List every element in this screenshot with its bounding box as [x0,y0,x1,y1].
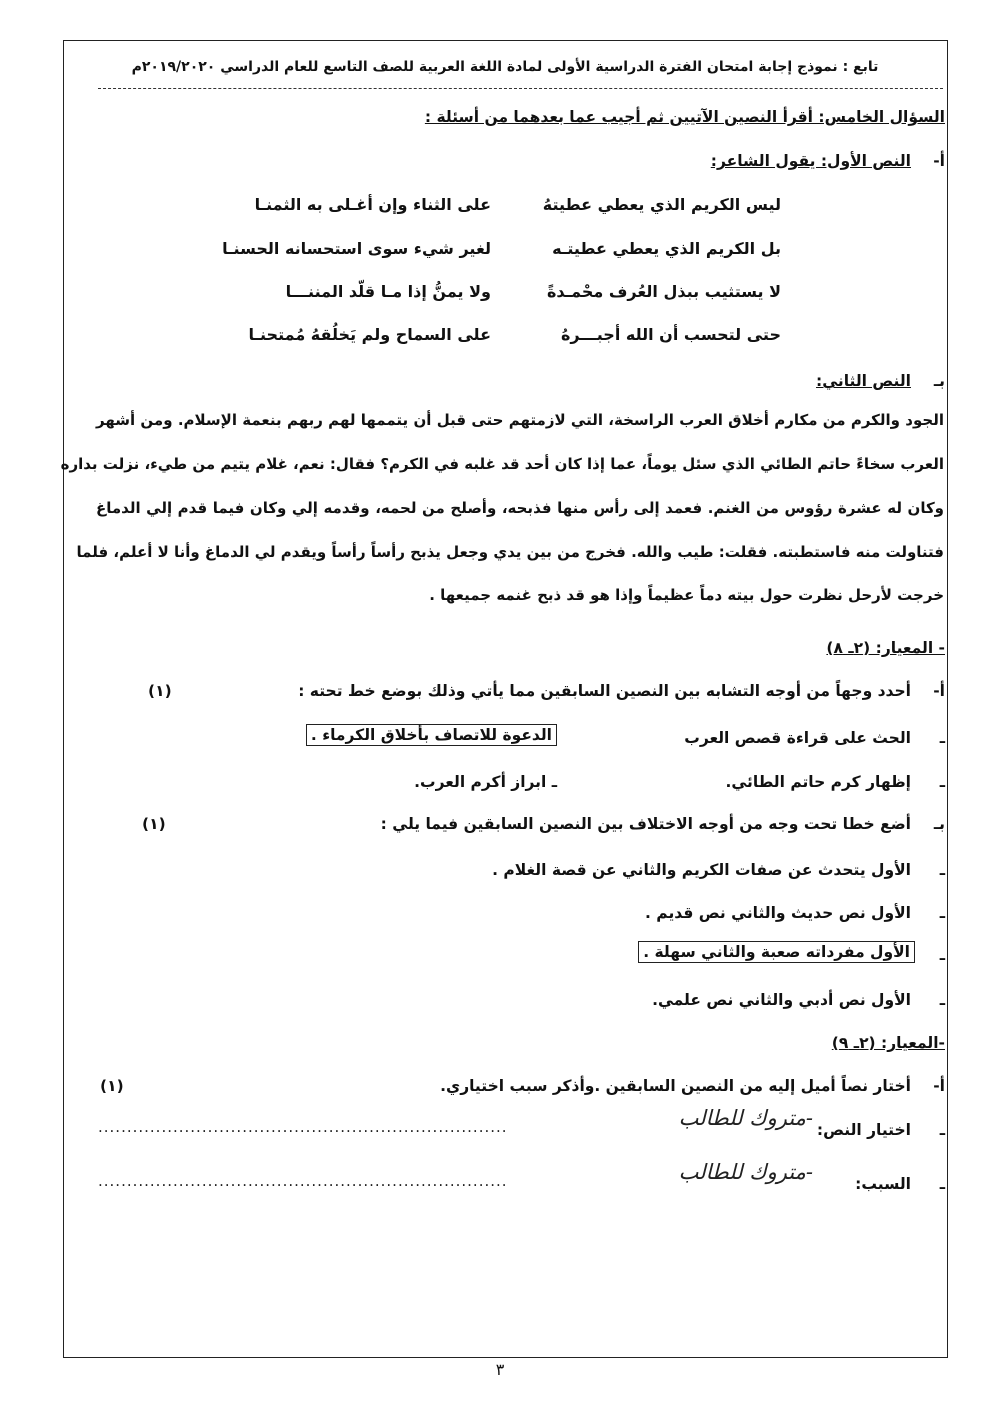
bullet: ـ [939,729,945,747]
choice-label: اختيار النص: [816,1121,911,1139]
choice-dotted-line: ....................................................................... [98,1118,508,1136]
c1b-option-2: الأول نص حديث والثاني نص قديم . [645,904,911,922]
c1b-option-1: الأول يتحدث عن صفات الكريم والثاني عن قصة الغلام . [492,861,911,879]
bullet: ـ [939,904,945,922]
verse-1-left: على الثناء وإن أغـلى به الثمنـا [254,195,491,214]
verse-3-left: ولا يمنُّ إذا مـا قلّد المننـــا [285,282,491,301]
verse-1-right: ليس الكريم الذي يعطي عطيتهُ [542,195,781,214]
c1a-marker: أ- [933,682,945,700]
reason-label: السبب: [855,1175,911,1193]
c1b-option-4: الأول نص أدبي والثاني نص علمي. [652,991,911,1009]
reason-dotted-line: ....................................................................... [98,1172,508,1190]
text2-line-2: العرب سخاءً حاتم الطائي الذي سئل يوماً، عما إذا كان أحد قد غلبه في الكرم؟ فقال: نعم، غلام يتيم من طيء، نزلت بداره [60,455,944,473]
c1b-option-3-selected: الأول مفرداته صعبة والثاني سهلة . [638,941,915,963]
c1b-question: أضع خطا تحت وجه من أوجه الاختلاف بين النصين السابقين فيما يلي : [380,815,911,833]
text1-marker: أ- [933,152,945,170]
exam-header: تابع : نموذج إجابة امتحان الفترة الدراسية الأولى لمادة اللغة العربية للصف التاسع للعام الدراسي ٢٠١٩/٢٠٢٠م [131,59,879,75]
c1b-mark: (١) [142,815,166,833]
c1a-option-3: إظهار كرم حاتم الطائي. [725,773,911,791]
text2-line-3: وكان له عشرة رؤوس من الغنم. فعمد إلى رأس منها فذبحه، وأصلح من لحمه، وقدمه إلي وكان فيما قدم إلي الدماغ [96,499,944,517]
bullet: ـ [939,1121,945,1139]
verse-4-left: على السماح ولم يَخلُقهُ مُمتحنـا [248,325,491,344]
text2-label: النص الثاني: [816,372,911,390]
bullet: ـ [939,861,945,879]
verse-3-right: لا يستثيب ببذل العُرف محْمـدةً [546,282,781,301]
text1-label: النص الأول: يقول الشاعر: [710,152,911,170]
header-divider [98,88,943,89]
c1a-question: أحدد وجهاً من أوجه التشابه بين النصين السابقين مما يأتي وذلك بوضع خط تحته : [298,682,911,700]
bullet: ـ [939,991,945,1009]
c1a-option-1: الحث على قراءة قصص العرب [684,729,911,747]
text2-line-4: فتناولت منه فاستطبته. فقلت: طيب والله. فخرج من بين يدي وجعل يذبح رأساً رأساً ويقدم لي الدماغ وأنا لا أعلم، فلما [76,543,944,561]
c1a-option-2-selected: الدعوة للاتصاف بأخلاق الكرماء . [306,724,557,746]
page-number: ٣ [495,1360,505,1379]
c2a-marker: أ- [933,1077,945,1095]
text2-line-1: الجود والكرم من مكارم أخلاق العرب الراسخة، التي لازمتهم حتى قبل أن يتممها لهم ربهم بنعمة الإسلام. ومن أشهر [96,411,944,429]
text2-marker: بـ [933,372,945,390]
verse-4-right: حتى لتحسب أن الله أجبـــرهُ [560,325,781,344]
bullet: ـ [939,773,945,791]
verse-2-right: بل الكريم الذي يعطي عطيتـه [552,239,781,258]
c1b-marker: بـ [933,815,945,833]
text2-line-5: خرجت لأرحل نظرت حول بيته دماً عظيماً وإذا هو قد ذبح غنمه جميعها . [429,586,944,604]
c2a-question: أختار نصاً أميل إليه من النصين السابقين .وأذكر سبب اختياري. [440,1077,911,1095]
bullet: ـ [939,946,945,964]
bullet: ـ [939,1175,945,1193]
verse-2-left: لغير شيء سوى استحسانه الحسنـا [222,239,491,258]
criterion1-label: - المعيار: (٢ـ ٨) [826,639,945,657]
c1a-mark: (١) [148,682,172,700]
choice-handwritten-answer: -متروك للطالب [678,1106,813,1130]
c1a-option-4: ـ ابراز أكرم العرب. [414,773,557,791]
question-title: السؤال الخامس: أقرأ النصين الآتيين ثم أجيب عما بعدهما من أسئلة : [424,108,945,126]
criterion2-label: -المعيار: (٢ـ ٩) [831,1034,945,1052]
c2a-mark: (١) [100,1077,124,1095]
reason-handwritten-answer: -متروك للطالب [678,1160,813,1184]
